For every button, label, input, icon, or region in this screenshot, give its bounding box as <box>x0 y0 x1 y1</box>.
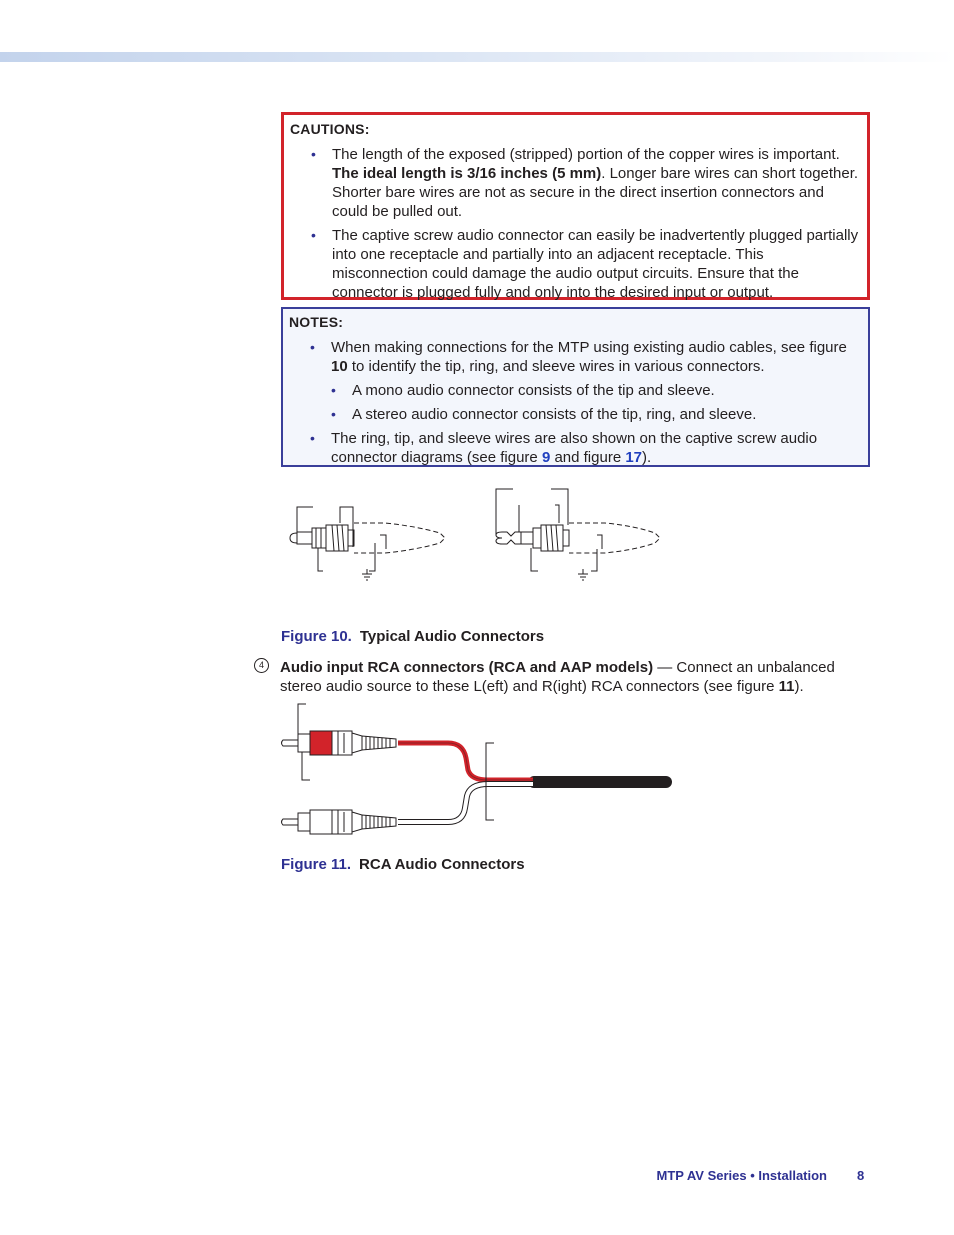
bullet-dot: • <box>331 382 336 398</box>
header-band <box>0 52 954 62</box>
note-subitem <box>289 405 862 424</box>
caution-emphasis: The ideal length is 3/16 inches (5 mm) <box>332 165 602 182</box>
mono-plug-illustration <box>290 507 445 580</box>
note-text: A stereo audio connector consists of the tip, ring, and sleeve. <box>352 406 757 423</box>
caution-item <box>290 145 861 221</box>
note-item <box>289 429 862 467</box>
figure-11-drawing <box>278 700 678 840</box>
note-text: A mono audio connector consists of the tip and sleeve. <box>352 382 715 399</box>
figure-reference: 10 <box>331 358 348 375</box>
bullet-dot: • <box>311 146 316 162</box>
step-heading: Audio input RCA connectors (RCA and AAP models) <box>280 659 654 676</box>
notes-box <box>281 307 870 467</box>
circled-number-icon: 4 <box>254 658 269 673</box>
figure-title: RCA Audio Connectors <box>359 856 525 873</box>
rca-cable-illustration <box>282 704 673 834</box>
caution-item <box>290 226 861 302</box>
note-text: The ring, tip, and sleeve wires are also shown on the captive screw audio connector diagrams (see figure <box>331 430 818 466</box>
bullet-dot: • <box>311 227 316 243</box>
step-text: ). <box>794 678 804 695</box>
caution-text: The length of the exposed (stripped) portion of the copper wires is important. <box>332 146 840 163</box>
footer-text: MTP AV Series • Installation <box>656 1168 827 1183</box>
bullet-dot: • <box>310 339 315 355</box>
figure-10-drawing <box>285 485 675 590</box>
ground-symbol-icon <box>578 569 588 580</box>
notes-heading: NOTES: <box>289 314 344 330</box>
figure-label: Figure 11. <box>281 856 352 873</box>
figure-label: Figure 10. <box>281 628 352 645</box>
note-text: ). <box>642 449 652 466</box>
caution-text: The captive screw audio connector can easily be inadvertently plugged partially into one receptacle and partially into an adjacent receptacle. This misconnection could damage the audio output circuits. Ensure that the connector is plugged fully and only into the desired input or output. <box>332 227 859 301</box>
note-text: to identify the tip, ring, and sleeve wires in various connectors. <box>347 358 765 375</box>
figure-link[interactable]: 17 <box>625 449 643 466</box>
page-number: 8 <box>857 1168 865 1183</box>
step-text: — Connect an unbalanced stereo audio source to these L(eft) and R(ight) RCA connectors (see figure <box>280 659 835 695</box>
figure-title: Typical Audio Connectors <box>359 628 545 645</box>
note-item <box>289 338 862 376</box>
note-text: and figure <box>550 449 626 466</box>
figure-reference: 11 <box>778 678 795 695</box>
cautions-box <box>281 112 870 300</box>
step-4-paragraph <box>280 658 855 696</box>
bullet-dot: • <box>310 430 315 446</box>
caution-text: . Longer bare wires can short together. Shorter bare wires are not as secure in the direct insertion connectors and could be pulled out. <box>332 165 859 220</box>
cautions-heading: CAUTIONS: <box>290 121 370 137</box>
figure-11-caption <box>281 856 525 873</box>
note-subitem <box>289 381 862 400</box>
stereo-plug-illustration <box>496 489 660 580</box>
bullet-dot: • <box>331 406 336 422</box>
note-text: When making connections for the MTP using existing audio cables, see figure <box>331 339 847 356</box>
figure-link[interactable]: 9 <box>541 449 551 466</box>
figure-10-caption <box>281 628 544 645</box>
